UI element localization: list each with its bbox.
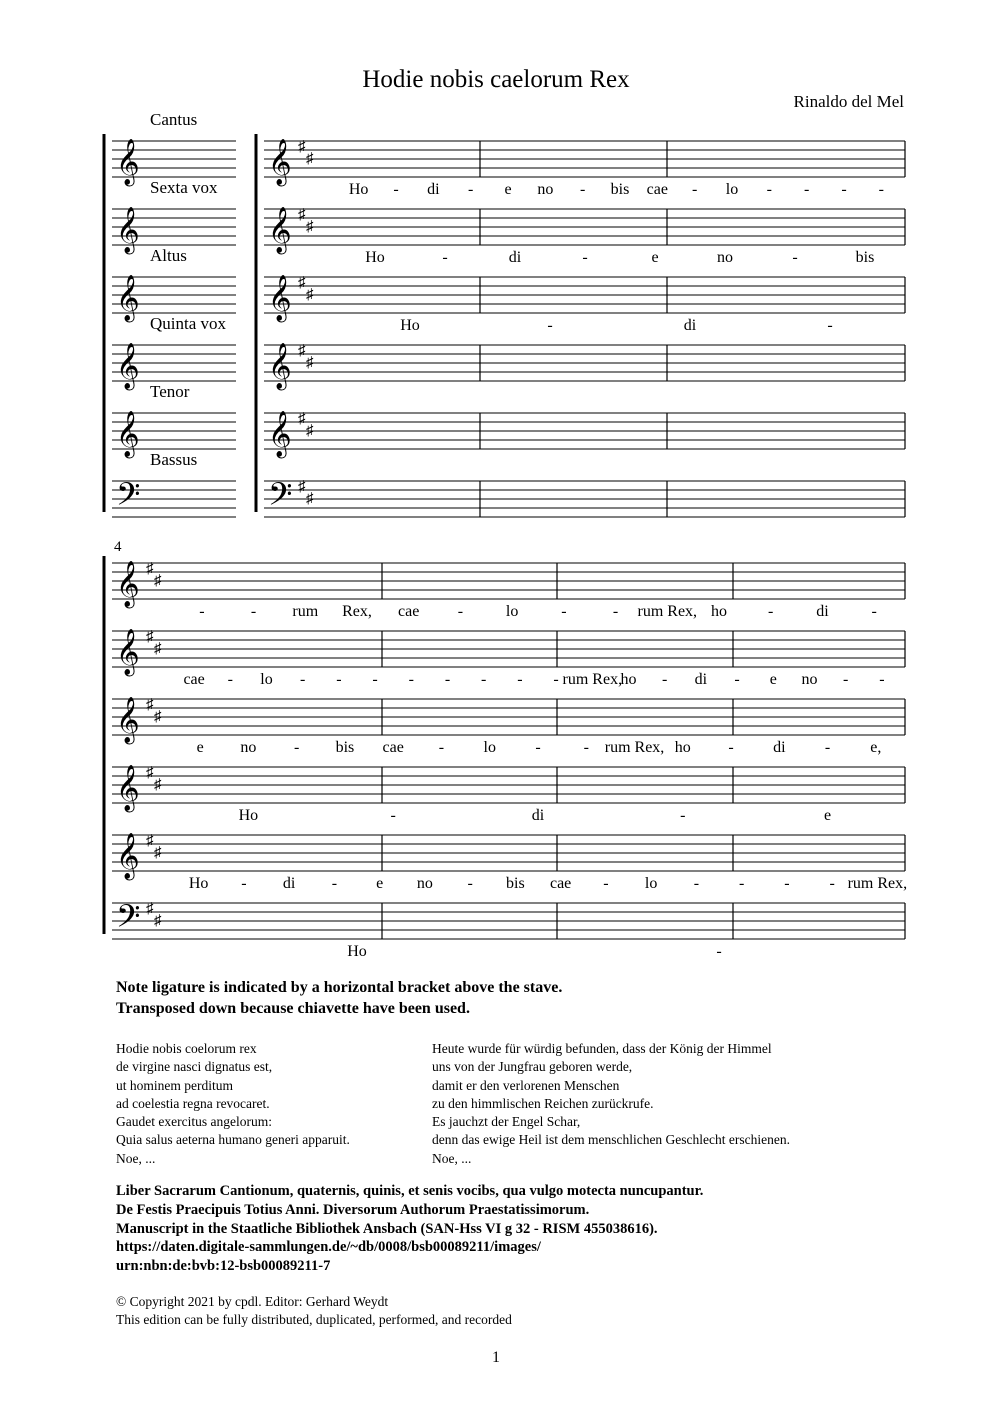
sharp-sign: ♯ (154, 777, 162, 793)
score-system-2 (104, 556, 907, 960)
lyric-syllable: - (583, 739, 589, 756)
lyric-syllable: - (408, 671, 414, 688)
lyric-syllable: - (390, 807, 396, 824)
lyric-syllable: lo (505, 603, 519, 620)
lyric-syllable: - (535, 739, 541, 756)
lyric-syllable: - (393, 181, 399, 198)
lyric-syllable: - (227, 671, 233, 688)
lyric-syllable: - (824, 739, 831, 756)
bass-clef: 𝄢 (116, 900, 141, 942)
sharp-sign: ♯ (154, 709, 162, 725)
note-transposition: Transposed down because chiavette have been used. (116, 1000, 470, 1017)
lyric-syllable: no (416, 875, 433, 892)
voice-label-quinta-vox: Quinta vox (150, 314, 227, 333)
lyric-syllable: e (504, 181, 512, 198)
lyric-syllable: bis (335, 739, 355, 756)
sharp-sign: ♯ (298, 139, 306, 155)
lyric-syllable: - (199, 603, 205, 620)
sharp-sign: ♯ (146, 833, 154, 849)
sharp-sign: ♯ (306, 219, 314, 235)
sharp-sign: ♯ (298, 411, 306, 427)
treble-clef: 𝄞 (116, 411, 140, 456)
lyric-syllable: - (878, 181, 884, 198)
lyric-syllable: - (692, 181, 698, 198)
lyric-syllable: bis (506, 875, 525, 892)
copyright-notice (116, 1293, 512, 1329)
sharp-sign: ♯ (298, 207, 306, 223)
treble-clef: 𝄞 (116, 697, 140, 742)
voice-label-tenor: Tenor (150, 382, 190, 401)
lyric-syllable: - (693, 875, 700, 892)
lyric-syllable: Ho (238, 807, 259, 824)
voice-label-altus: Altus (150, 246, 187, 265)
treble-clef: 𝄞 (268, 343, 292, 388)
copyright-line: © Copyright 2021 by cpdl. Editor: Gerhard Weydt (116, 1294, 389, 1309)
lyric-syllable: - (784, 875, 790, 892)
lyric-syllable: no (801, 671, 818, 688)
lyric-syllable: lo (483, 739, 496, 756)
lyric-syllable: rum Rex, (604, 739, 665, 756)
lyric-syllable: ho (711, 603, 727, 620)
treble-clef: 𝄞 (116, 275, 140, 320)
lyric-syllable: lo (260, 671, 273, 688)
voice-label-cantus: Cantus (150, 110, 198, 129)
latin-text: Hodie nobis coelorum rex de virgine nasci dignatus est, ut hominem perditum ad coelestia regna revocaret. Gaudet exercitus angelorum: Quia salus aeterna humano generi apparuit. Noe, ... (116, 1041, 350, 1166)
treble-clef: 𝄞 (116, 207, 140, 252)
lyric-syllable: - (250, 603, 257, 620)
source-urn: urn:nbn:de:bvb:12-bsb00089211-7 (116, 1258, 331, 1275)
sharp-sign: ♯ (298, 479, 306, 495)
lyric-syllable: - (612, 603, 619, 620)
lyric-syllable: e (651, 249, 659, 266)
lyric-syllable: di (427, 181, 440, 198)
bass-clef: 𝄢 (268, 478, 293, 520)
voice-label-sexta-vox: Sexta vox (150, 178, 218, 197)
lyric-syllable: Ho (400, 317, 420, 334)
sharp-sign: ♯ (154, 845, 162, 861)
lyric-syllable: - (804, 181, 810, 198)
lyric-syllable: lo (725, 181, 739, 198)
composer-name: Rinaldo del Mel (793, 92, 904, 111)
sharp-sign: ♯ (298, 275, 306, 291)
lyric-syllable: - (442, 249, 448, 266)
voice-label-bassus: Bassus (150, 450, 198, 469)
lyric-syllable: - (603, 875, 609, 892)
lyric-syllable: - (841, 181, 847, 198)
score-title: Hodie nobis caelorum Rex (362, 66, 630, 93)
lyric-syllable: - (662, 671, 668, 688)
lyric-syllable: e (824, 807, 832, 824)
lyric-syllable: bis (855, 249, 875, 266)
copyright-line: This edition can be fully distributed, duplicated, performed, and recorded (116, 1312, 512, 1327)
german-translation: Heute wurde für würdig befunden, dass der König der Himmel uns von der Jungfrau geboren werde, damit er den verlorenen Menschen zu den himmlischen Reichen zurückrufe. Es jauchzt der Engel Schar, denn das ewige Heil ist dem menschlichen Geschlecht erschienen. Noe, ... (432, 1041, 791, 1166)
lyric-syllable: e (769, 671, 777, 688)
lyric-syllable: - (879, 671, 885, 688)
lyric-syllable: cae (549, 875, 572, 892)
treble-clef: 𝄞 (116, 343, 140, 388)
sharp-sign: ♯ (146, 629, 154, 645)
lyric-syllable: Ho (365, 249, 385, 266)
lyric-syllable: cae (646, 181, 668, 198)
treble-clef: 𝄞 (116, 765, 140, 810)
lyric-syllable: di (773, 739, 786, 756)
sharp-sign: ♯ (306, 355, 314, 371)
lyric-syllable: Ho (347, 943, 367, 960)
sharp-sign: ♯ (306, 287, 314, 303)
lyric-syllable: rum Rex, (562, 671, 623, 688)
lyric-syllable: - (468, 181, 474, 198)
lyric-syllable: rum Rex, (847, 875, 908, 892)
sharp-sign: ♯ (154, 573, 162, 589)
sharp-sign: ♯ (154, 913, 162, 929)
lyric-syllable: no (717, 249, 733, 266)
lyric-syllable: - (300, 671, 306, 688)
lyric-syllable: - (547, 317, 553, 334)
note-ligature: Note ligature is indicated by a horizontal bracket above the stave. (116, 979, 563, 996)
lyric-syllable: - (738, 875, 745, 892)
lyric-syllable: di (683, 317, 697, 334)
sharp-sign: ♯ (306, 491, 314, 507)
page-number: 1 (492, 1349, 500, 1366)
lyric-syllable: bis (610, 181, 630, 198)
sharp-sign: ♯ (146, 765, 154, 781)
lyric-syllable: lo (644, 875, 658, 892)
sharp-sign: ♯ (154, 641, 162, 657)
lyric-syllable: - (438, 739, 445, 756)
treble-clef: 𝄞 (268, 275, 292, 320)
source-url[interactable]: https://daten.digitale-sammlungen.de/~db/0008/bsb00089211/images/ (116, 1239, 541, 1256)
lyric-syllable: e, (870, 739, 882, 756)
treble-clef: 𝄞 (116, 139, 140, 184)
lyric-syllable: - (716, 943, 722, 960)
treble-clef: 𝄞 (116, 833, 140, 878)
lyric-syllable: ho (620, 671, 637, 688)
lyric-syllable: - (829, 875, 835, 892)
lyric-syllable: - (728, 739, 734, 756)
lyric-syllable: - (827, 317, 833, 334)
lyric-syllable: - (517, 671, 523, 688)
lyric-syllable: - (871, 603, 877, 620)
lyric-syllable: di (694, 671, 708, 688)
lyric-syllable: di (282, 875, 296, 892)
lyric-syllable: - (294, 739, 300, 756)
lyric-syllable: cae (183, 671, 205, 688)
lyric-syllable: e (196, 739, 204, 756)
lyric-syllable: - (372, 671, 378, 688)
lyric-syllable: - (331, 875, 338, 892)
lyric-syllable: no (537, 181, 554, 198)
lyric-syllable: e (376, 875, 384, 892)
measure-number: 4 (114, 539, 122, 555)
editorial-notes (116, 977, 562, 1019)
lyric-syllable: di (816, 603, 829, 620)
treble-clef: 𝄞 (116, 561, 140, 606)
sharp-sign: ♯ (146, 697, 154, 713)
sharp-sign: ♯ (306, 151, 314, 167)
lyric-syllable: - (481, 671, 487, 688)
lyric-syllable: - (843, 671, 849, 688)
lyric-syllable: - (561, 603, 567, 620)
lyric-syllable: no (240, 739, 257, 756)
lyric-syllable: - (766, 181, 772, 198)
treble-clef: 𝄞 (268, 207, 292, 252)
lyric-syllable: Ho (348, 181, 369, 198)
lyric-syllable: - (580, 181, 586, 198)
sharp-sign: ♯ (298, 343, 306, 359)
lyric-syllable: - (582, 249, 588, 266)
lyric-syllable: - (792, 249, 798, 266)
lyric-syllable: - (444, 671, 451, 688)
lyric-syllable: di (508, 249, 522, 266)
source-line: Liber Sacrarum Cantionum, quaternis, quinis, et senis vocibs, qua vulgo motecta nuncupantur. (116, 1183, 704, 1199)
sharp-sign: ♯ (306, 423, 314, 439)
lyric-syllable: - (680, 807, 686, 824)
treble-clef: 𝄞 (116, 629, 140, 674)
score-system-1 (104, 134, 905, 520)
lyric-syllable: - (768, 603, 774, 620)
lyric-syllable: rum (292, 603, 319, 620)
sharp-sign: ♯ (146, 561, 154, 577)
source-line: Manuscript in the Staatliche Bibliothek Ansbach (SAN-Hss VI g 32 - RISM 455038616). (116, 1220, 658, 1237)
lyric-syllable: - (553, 671, 559, 688)
lyric-syllable: cae (398, 603, 420, 620)
treble-clef: 𝄞 (268, 139, 292, 184)
source-info (116, 1182, 703, 1276)
source-line: De Festis Praecipuis Totius Anni. Diversorum Authorum Praestatissimorum. (116, 1201, 590, 1218)
lyric-syllable: ho (674, 739, 691, 756)
lyric-syllable: Rex, (342, 603, 372, 620)
bass-clef: 𝄢 (116, 478, 141, 520)
lyric-syllable: - (467, 875, 473, 892)
lyric-syllable: - (734, 671, 740, 688)
lyric-syllable: - (457, 603, 464, 620)
lyric-syllable: di (531, 807, 545, 824)
lyric-syllable: cae (382, 739, 404, 756)
lyric-syllable: rum Rex, (637, 603, 698, 620)
lyric-syllable: - (336, 671, 342, 688)
treble-clef: 𝄞 (268, 411, 292, 456)
sharp-sign: ♯ (146, 901, 154, 917)
lyric-syllable: Ho (188, 875, 209, 892)
lyric-syllable: - (241, 875, 247, 892)
